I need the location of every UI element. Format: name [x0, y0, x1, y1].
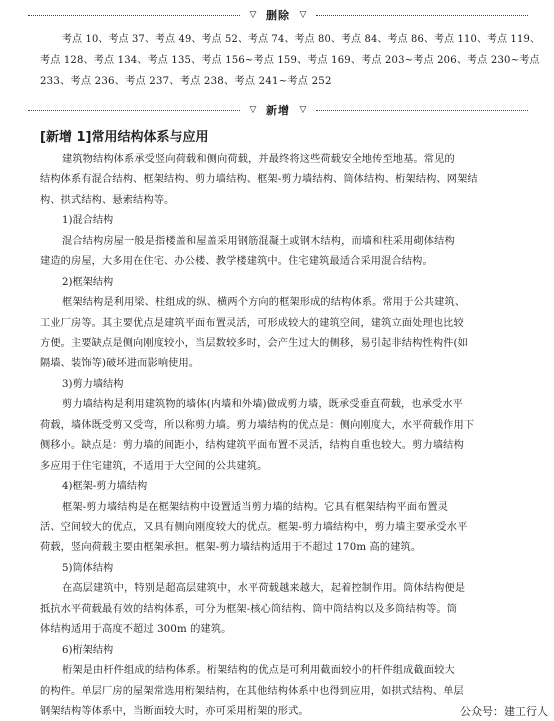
deleted-line: 233、考点 236、考点 237、考点 238、考点 241~考点 252 — [40, 76, 332, 87]
subheading: 5)筒体结构 — [62, 562, 114, 574]
deleted-line: 考点 128、考点 134、考点 135、考点 156~考点 159、考点 169、考点 203~考点 206、考点 230~考点 — [40, 55, 540, 66]
subheading: 1)混合结构 — [62, 215, 114, 227]
paragraph-line: 荷载，竖向荷载主要由框架承担。框架-剪力墙结构适用于不超过 170m 高的建筑。 — [40, 542, 422, 554]
paragraph-line: 混合结构房屋一般是指楼盖和屋盖采用钢筋混凝土或钢木结构，而墙和柱采用砌体结构 — [62, 235, 455, 247]
triangle-down-icon: ▽ — [249, 105, 257, 115]
paragraph-line: 的构件。单层厂房的屋架常选用桁架结构，在其他结构体系中也得到应用，如拱式结构、单层 — [40, 685, 464, 697]
paragraph-line: 框架结构是利用梁、柱组成的纵、横两个方向的框架形成的结构体系。常用于公共建筑、 — [62, 297, 466, 309]
paragraph-line: 在高层建筑中，特别是超高层建筑中，水平荷载越来越大，起着控制作用。筒体结构便是 — [62, 583, 466, 595]
paragraph-line: 荷载，墙体既受剪又受弯，所以称剪力墙。剪力墙结构的优点是：侧向刚度大，水平荷载作用下 — [40, 419, 475, 431]
divider-line — [316, 15, 528, 16]
subheading: 3)剪力墙结构 — [62, 378, 124, 390]
triangle-down-icon: ▽ — [299, 10, 307, 20]
paragraph-line: 建造的房屋，大多用在住宅、办公楼、教学楼建筑中。住宅建筑最适合采用混合结构。 — [40, 256, 433, 268]
added-heading: 新增 — [266, 104, 290, 117]
paragraph-line: 多应用于住宅建筑，不适用于大空间的公共建筑。 — [40, 460, 268, 472]
subheading: 6)桁架结构 — [62, 644, 114, 656]
paragraph-line: 活、空间较大的优点，又具有侧向刚度较大的优点。框架-剪力墙结构中，剪力墙主要承受水平 — [40, 522, 468, 533]
paragraph-line: 侧移小。缺点是：剪力墙的间距小，结构建筑平面布置不灵活，结构自重也较大。剪力墙结构 — [40, 440, 464, 452]
deleted-line: 考点 10、考点 37、考点 49、考点 52、考点 74、考点 80、考点 84、考点 86、考点 110、考点 119、 — [62, 34, 541, 45]
divider-line — [316, 110, 528, 111]
paragraph-line: 剪力墙结构是利用建筑物的墙体(内墙和外墙)做成剪力墙，既承受垂直荷载，也承受水平 — [62, 399, 464, 411]
triangle-down-icon: ▽ — [249, 10, 257, 20]
subheading: 2)框架结构 — [62, 276, 114, 288]
deleted-heading: 删除 — [266, 9, 290, 22]
section-title: [新增 1]常用结构体系与应用 — [40, 130, 209, 145]
paragraph-line: 结构体系有混合结构、框架结构、剪力墙结构、框架-剪力墙结构、筒体结构、桁架结构、网架结 — [40, 174, 478, 186]
paragraph-line: 抵抗水平荷载最有效的结构体系，可分为框架-核心筒结构、筒中筒结构以及多筒结构等。筒 — [40, 603, 458, 615]
divider-line — [28, 15, 240, 16]
paragraph-line: 框架-剪力墙结构是在框架结构中设置适当剪力墙的结构。它具有框架结构平面布置灵 — [62, 501, 449, 513]
triangle-down-icon: ▽ — [299, 105, 307, 115]
paragraph-line: 方便。主要缺点是侧向刚度较小，当层数较多时，会产生过大的侧移，易引起非结构性构件(如 — [40, 338, 468, 349]
paragraph-line: 建筑物结构体系承受竖向荷载和侧向荷载，并最终将这些荷载安全地传至地基。常见的 — [62, 154, 455, 165]
deleted-divider — [28, 6, 528, 24]
added-divider — [28, 101, 528, 119]
watermark: 公众号：建工行人 — [460, 705, 548, 718]
paragraph-line: 构、拱式结构、悬索结构等。 — [40, 194, 175, 206]
paragraph-line: 工业厂房等。其主要优点是建筑平面布置灵活，可形成较大的建筑空间，建筑立面处理也比较 — [40, 317, 464, 329]
paragraph-line: 体结构适用于高度不超过 300m 的建筑。 — [40, 624, 232, 636]
paragraph-line: 隔墙、装饰等)破坏进而影响使用。 — [40, 358, 200, 370]
subheading: 4)框架-剪力墙结构 — [62, 481, 148, 493]
divider-line — [28, 110, 240, 111]
paragraph-line: 桁架是由杆件组成的结构体系。桁架结构的优点是可利用截面较小的杆件组成截面较大 — [62, 665, 455, 677]
paragraph-line: 钢架结构等体系中，当断面较大时，亦可采用桁架的形式。 — [40, 706, 309, 717]
